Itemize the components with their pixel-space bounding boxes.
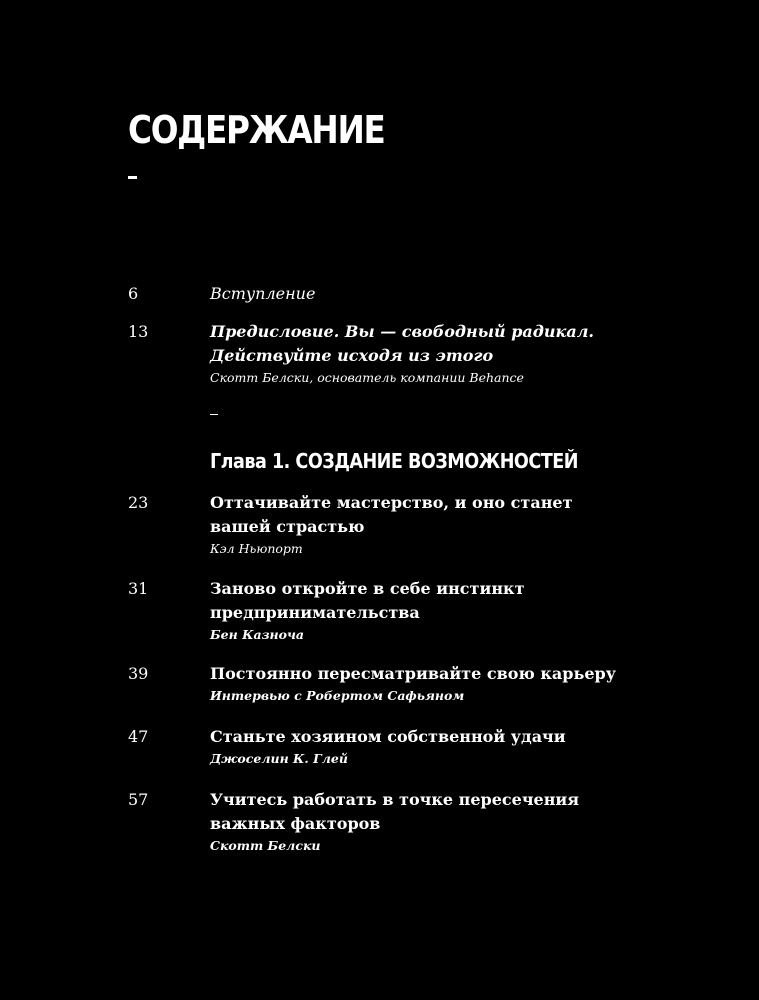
entry-title: Вступление (210, 284, 316, 303)
page-number: 31 (128, 579, 149, 598)
entry-body (210, 788, 630, 856)
entry-body (210, 491, 630, 559)
entry-author: Джоселин К. Глей (210, 751, 348, 766)
page-number: 57 (128, 790, 149, 809)
entry-body (210, 662, 630, 706)
entry-title-line: Учитесь работать в точке пересечения (210, 790, 580, 809)
entry-body (210, 282, 630, 306)
entry-title-line: Оттачивайте мастерство, и оно станет (210, 493, 573, 512)
page-number: 39 (128, 664, 149, 683)
entry-body (210, 320, 630, 388)
entry-title-line: Заново откройте в себе инстинкт (210, 579, 525, 598)
entry-title-line: Действуйте исходя из этого (210, 346, 494, 365)
section-divider (210, 414, 218, 415)
entry-title-line: важных факторов (210, 814, 381, 833)
entry-author: Бен Казноча (210, 627, 305, 642)
entry-author: Кэл Ньюпорт (210, 541, 303, 556)
entry-body (210, 577, 630, 645)
entry-body (210, 725, 630, 769)
page-number: 23 (128, 493, 149, 512)
page-number: 47 (128, 727, 149, 746)
chapter-title: Глава 1. СОЗДАНИЕ ВОЗМОЖНОСТЕЙ (210, 449, 578, 473)
entry-title-line: Постоянно пересматривайте свою карьеру (210, 664, 616, 683)
entry-title-line: Станьте хозяином собственной удачи (210, 727, 566, 746)
entry-author: Скотт Белски, основатель компании Behance (210, 370, 524, 385)
page-number: 13 (128, 322, 149, 341)
heading-divider (128, 176, 137, 179)
entry-author: Интервью с Робертом Сафьяном (210, 688, 465, 703)
entry-title-line: предпринимательства (210, 603, 420, 622)
page-title: СОДЕРЖАНИЕ (128, 108, 385, 152)
entry-author: Скотт Белски (210, 838, 321, 853)
page-number: 6 (128, 284, 139, 303)
entry-title-line: вашей страстью (210, 517, 365, 536)
entry-title-line: Предисловие. Вы — свободный радикал. (210, 322, 594, 341)
